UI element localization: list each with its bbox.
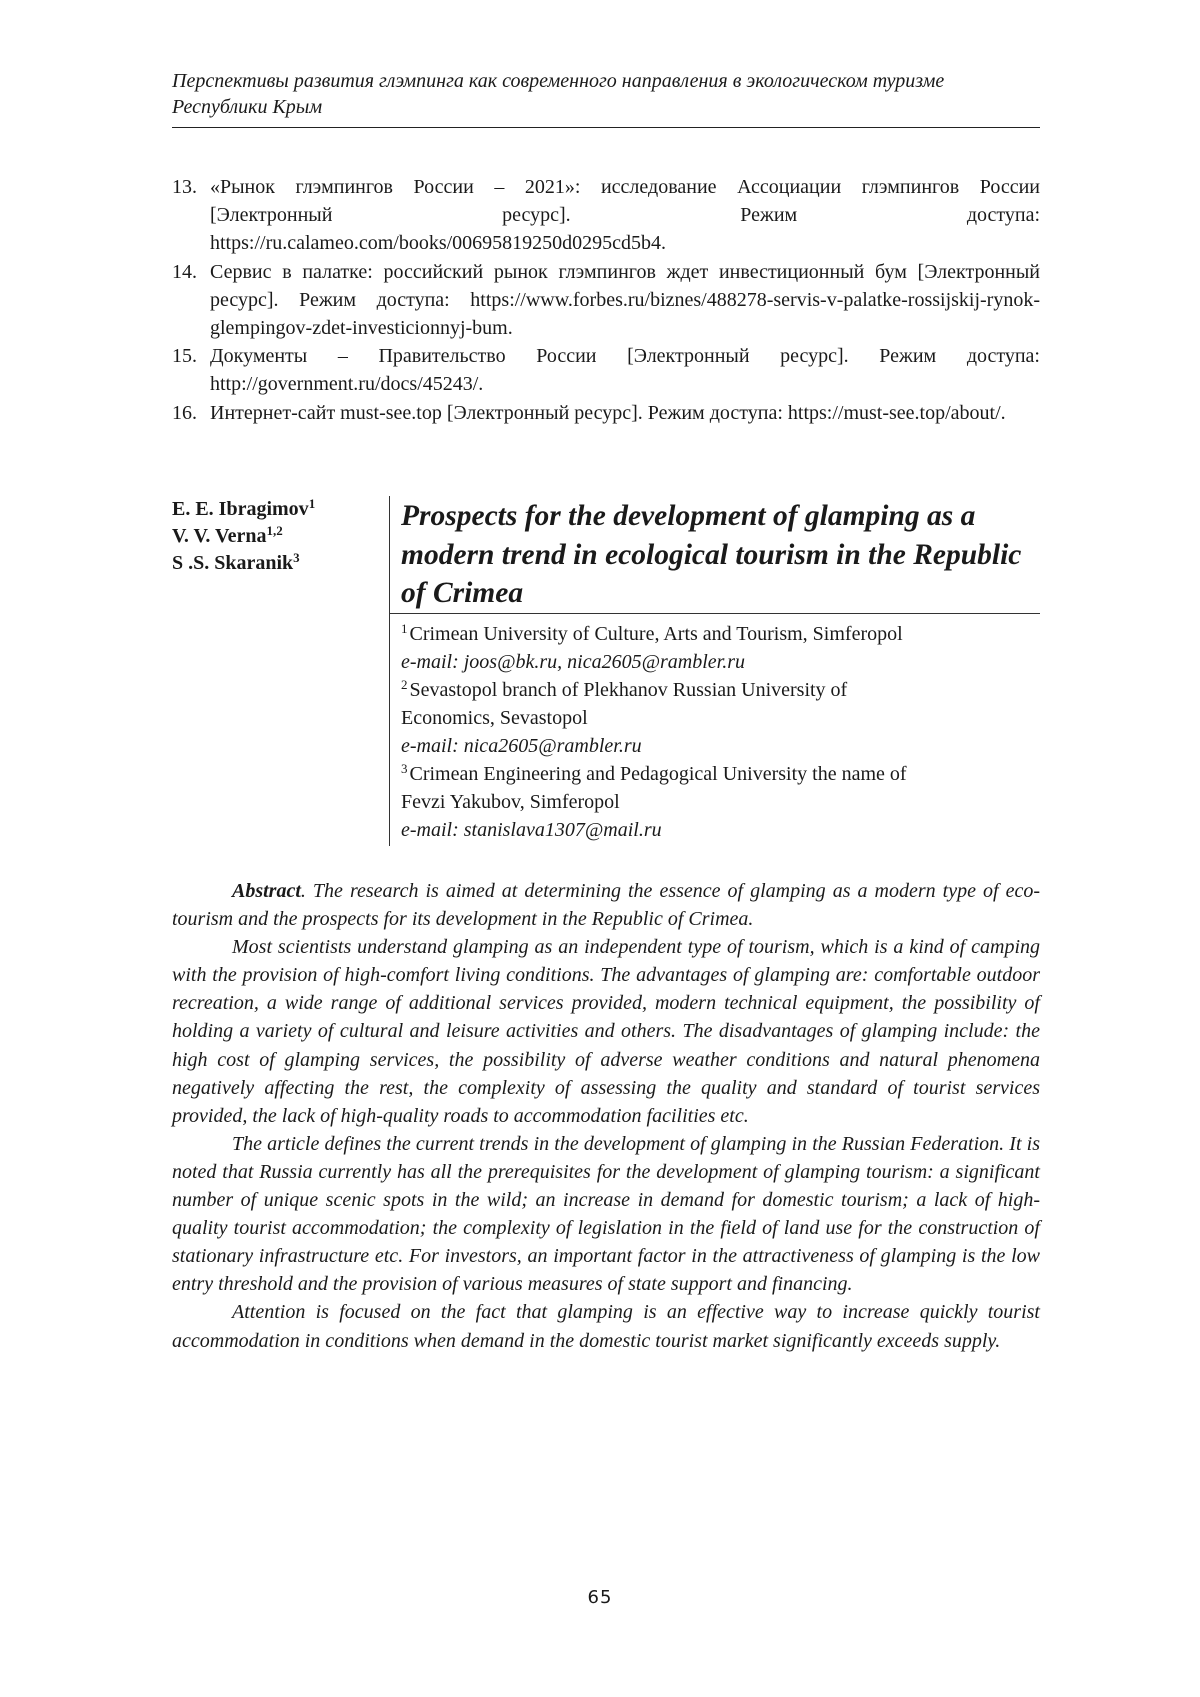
affiliation-line-continued: Economics, Sevastopol: [401, 707, 588, 729]
reference-item: [172, 258, 1040, 343]
abstract-paragraph: Most scientists understand glamping as an independent type of tourism, which is a kind of camping with the provision of high-comfort living conditions. The advantages of glamping are: comfortable outdoor recreation, a wide range of additional services provided, modern technical equipment, the possibility of holding a variety of cultural and leisure activities and others. The disadvantages of glamping include: the high cost of glamping services, the possibility of adverse weather conditions and natural phenomena negatively affecting the rest, the complexity of assessing the quality and standard of tourist services provided, the lack of high-quality roads to accommodation facilities etc.: [172, 936, 1040, 1127]
reference-item: [172, 173, 1040, 258]
affiliation-mark: 3: [401, 761, 408, 776]
author: [172, 523, 372, 550]
affiliation-line: [401, 760, 1041, 788]
reference-text: Интернет-сайт must-see.top [Электронный ресурс]. Режим доступа: https://must-see.top/about/.: [210, 401, 1006, 424]
affiliation-name: Crimean University of Culture, Arts and Tourism, Simferopol: [409, 623, 903, 645]
reference-number: 14.: [172, 260, 197, 283]
title-block-vertical-rule: [389, 496, 390, 846]
reference-item: [172, 399, 1040, 427]
affiliation-line: [401, 620, 1041, 648]
affiliation-name: Crimean Engineering and Pedagogical University the name of: [409, 763, 907, 785]
author-name: E. E. Ibragimov: [172, 498, 309, 520]
affiliation-mark: 2: [401, 677, 408, 692]
author: [172, 496, 372, 523]
reference-number: 16.: [172, 401, 197, 424]
affiliation-mark: 1: [401, 621, 408, 636]
reference-text: «Рынок глэмпингов России – 2021»: исследование Ассоциации глэмпингов России [Электронный ресурс]. Режим доступа:: [210, 176, 1040, 227]
abstract-text: . The research is aimed at determining the essence of glamping as a modern type of eco-tourism and the prospects for its development in the Republic of Crimea.: [172, 880, 1040, 931]
reference-list: [172, 173, 1040, 427]
affiliation-name: Sevastopol branch of Plekhanov Russian University of: [409, 679, 848, 701]
author-name: S .S. Skaranik: [172, 552, 294, 574]
abstract-paragraph: The article defines the current trends in the development of glamping in the Russian Federation. It is noted that Russia currently has all the prerequisites for the development of glamping tourism: a significant number of unique scenic spots in the wild; an increase in demand for domestic tourism; a lack of high-quality tourist accommodation; the complexity of legislation in the field of land use for the construction of stationary infrastructure etc. For investors, an important factor in the attractiveness of glamping is the low entry threshold and the provision of various measures of state support and financing.: [172, 1132, 1040, 1296]
abstract-paragraph: [172, 877, 1040, 933]
abstract: [172, 877, 1040, 1355]
affiliation-email: e-mail: joos@bk.ru, nica2605@rambler.ru: [401, 651, 745, 673]
affiliation-email: e-mail: nica2605@rambler.ru: [401, 735, 642, 757]
abstract-label: Abstract: [232, 880, 301, 902]
author: [172, 550, 372, 577]
title-underline-rule: [389, 613, 1040, 614]
affiliation-line: [401, 676, 1041, 704]
author-name: V. V. Verna: [172, 525, 267, 547]
author-affiliation-mark: 3: [293, 550, 300, 565]
paper-title: Prospects for the development of glamping as a modern trend in ecological tourism in the Republic of Crimea: [401, 500, 1022, 609]
affiliation-list: [401, 620, 1041, 844]
page-number: 65: [587, 1587, 613, 1608]
reference-item: [172, 342, 1040, 398]
author-affiliation-mark: 1: [308, 496, 316, 511]
reference-text: Сервис в палатке: российский рынок глэмпингов ждет инвестиционный бум [Электронный ресурс]. Режим доступа: https://www.forbes.ru/biznes/488278-servis-v-palatke-rossijskij-rynok-glempingov-zdet-investicionnyj-bum.: [210, 260, 1040, 340]
abstract-paragraph: Attention is focused on the fact that glamping is an effective way to increase quickly tourist accommodation in conditions when demand in the domestic tourist market significantly exceeds supply.: [172, 1301, 1040, 1352]
reference-url: https://ru.calameo.com/books/00695819250d0295cd5b4.: [210, 232, 667, 255]
author-list: [172, 496, 372, 577]
reference-number: 15.: [172, 345, 197, 368]
author-affiliation-mark: 1,2: [266, 523, 283, 538]
header-rule: [172, 127, 1040, 128]
running-header: Перспективы развития глэмпинга как современного направления в экологическом туризме Республики Крым: [172, 70, 945, 118]
reference-number: 13.: [172, 176, 197, 198]
reference-text: Документы – Правительство России [Электронный ресурс]. Режим доступа: http://government.ru/docs/45243/.: [210, 345, 1040, 396]
affiliation-line-continued: Fevzi Yakubov, Simferopol: [401, 791, 620, 813]
affiliation-email: e-mail: stanislava1307@mail.ru: [401, 819, 662, 841]
